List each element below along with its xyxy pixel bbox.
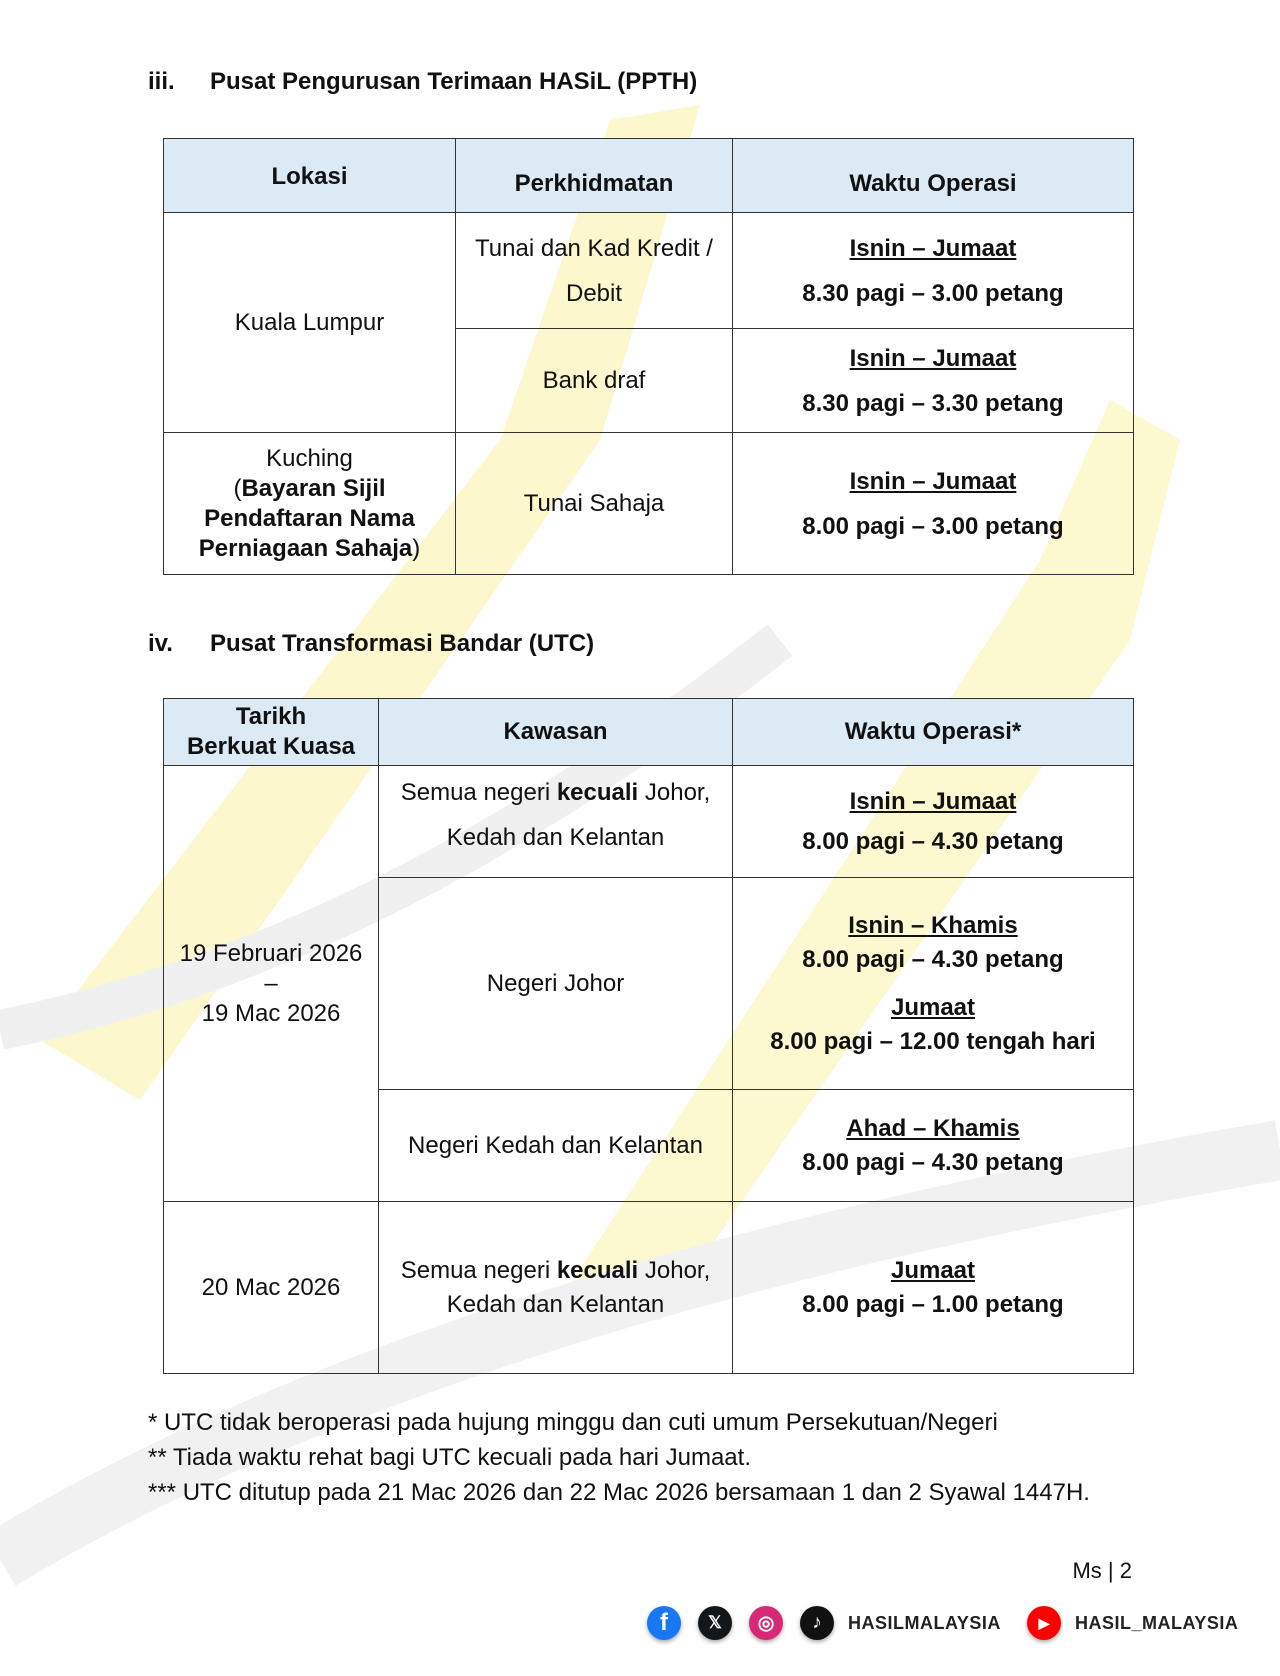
area-johor: Negeri Johor bbox=[379, 878, 733, 1090]
operating-time: 8.30 pagi – 3.30 petang bbox=[802, 389, 1064, 417]
operating-time: 8.00 pagi – 1.00 petang bbox=[802, 1290, 1064, 1318]
area-text: Johor, bbox=[638, 1256, 711, 1284]
area-text: Semua negeri bbox=[400, 1256, 557, 1284]
utc-row-1 bbox=[164, 766, 1134, 878]
header-waktu-operasi: Waktu Operasi* bbox=[733, 699, 1134, 766]
hours-cell bbox=[733, 766, 1134, 878]
operating-days: Jumaat bbox=[890, 993, 976, 1021]
date-period-1 bbox=[164, 766, 379, 1202]
hours-cell bbox=[733, 329, 1134, 433]
operating-days: Isnin – Khamis bbox=[848, 911, 1018, 939]
area-text: Johor, bbox=[638, 779, 711, 806]
header-tarikh-line-1: Tarikh bbox=[235, 703, 307, 730]
section-iv-title: Pusat Transformasi Bandar (UTC) bbox=[210, 630, 595, 657]
hours-cell bbox=[733, 878, 1134, 1090]
operating-days: Isnin – Jumaat bbox=[849, 234, 1017, 262]
operating-time: 8.30 pagi – 3.00 petang bbox=[802, 279, 1064, 307]
area-kedah-kelantan: Negeri Kedah dan Kelantan bbox=[379, 1090, 733, 1202]
operating-time: 8.00 pagi – 12.00 tengah hari bbox=[770, 1027, 1096, 1055]
service-line-2: Debit bbox=[565, 279, 623, 307]
operating-days: Isnin – Jumaat bbox=[849, 467, 1017, 495]
x-icon[interactable]: 𝕏 bbox=[698, 1606, 732, 1640]
operating-time: 8.00 pagi – 4.30 petang bbox=[802, 1148, 1064, 1176]
header-perkhidmatan: Perkhidmatan bbox=[456, 139, 733, 213]
ppth-row-kl-1 bbox=[164, 213, 1134, 329]
operating-time: 8.00 pagi – 3.00 petang bbox=[802, 512, 1064, 540]
service-tunai-sahaja: Tunai Sahaja bbox=[456, 433, 733, 575]
area-cell bbox=[379, 766, 733, 878]
operating-days: Isnin – Jumaat bbox=[849, 344, 1017, 372]
area-line-2: Kedah dan Kelantan bbox=[446, 824, 665, 851]
header-tarikh bbox=[164, 699, 379, 766]
ppth-row-kuching bbox=[164, 433, 1134, 575]
utc-row-period-2 bbox=[164, 1202, 1134, 1374]
operating-days: Isnin – Jumaat bbox=[849, 787, 1017, 815]
ppth-header-row bbox=[164, 139, 1134, 213]
social-handle-main[interactable]: HASILMALAYSIA bbox=[848, 1613, 1001, 1633]
hours-cell bbox=[733, 213, 1134, 329]
area-line-2: Kedah dan Kelantan bbox=[446, 1290, 665, 1318]
kuching-note-1: Bayaran Sijil bbox=[241, 474, 386, 502]
utc-table bbox=[163, 698, 1134, 1374]
footnote-1: * UTC tidak beroperasi pada hujung minggu dan cuti umum Persekutuan/Negeri bbox=[148, 1409, 998, 1436]
section-iv-number: iv. bbox=[148, 630, 173, 657]
hours-cell bbox=[733, 1090, 1134, 1202]
kuching-note-2: Pendaftaran Nama bbox=[204, 504, 415, 532]
header-lokasi: Lokasi bbox=[164, 139, 456, 213]
date-period-2: 20 Mac 2026 bbox=[164, 1202, 379, 1374]
section-iii-number: iii. bbox=[148, 68, 175, 95]
kuching-note-3: Perniagaan Sahaja bbox=[198, 534, 413, 562]
section-iii-heading bbox=[148, 68, 697, 96]
operating-days: Ahad – Khamis bbox=[846, 1114, 1020, 1142]
operating-time: 8.00 pagi – 4.30 petang bbox=[802, 827, 1064, 855]
tiktok-icon[interactable]: ♪ bbox=[800, 1606, 834, 1640]
section-iv-heading bbox=[148, 630, 594, 658]
location-kuala-lumpur: Kuala Lumpur bbox=[164, 213, 456, 433]
service-tunai-kad bbox=[456, 213, 733, 329]
operating-time: 8.00 pagi – 4.30 petang bbox=[802, 945, 1064, 973]
header-tarikh-line-2: Berkuat Kuasa bbox=[186, 733, 356, 760]
facebook-icon[interactable]: f bbox=[647, 1606, 681, 1640]
location-kuching: Kuching (Bayaran Sijil Pendaftaran Nama Perniagaan Sahaja) bbox=[164, 433, 456, 575]
instagram-icon[interactable]: ◎ bbox=[749, 1606, 783, 1640]
page-number: Ms | 2 bbox=[1072, 1558, 1132, 1583]
social-bar bbox=[0, 1606, 1280, 1652]
area-emphasis: kecuali bbox=[556, 779, 639, 806]
footnote-2: ** Tiada waktu rehat bagi UTC kecuali pada hari Jumaat. bbox=[148, 1444, 751, 1471]
date-separator: – bbox=[264, 969, 278, 997]
area-text: Semua negeri bbox=[400, 779, 557, 806]
date-end: 19 Mac 2026 bbox=[201, 999, 341, 1027]
footnotes bbox=[148, 1405, 1132, 1510]
header-waktu-operasi: Waktu Operasi bbox=[733, 139, 1134, 213]
ppth-table bbox=[163, 138, 1134, 575]
utc-header-row bbox=[164, 699, 1134, 766]
section-iii-title: Pusat Pengurusan Terimaan HASiL (PPTH) bbox=[210, 68, 698, 95]
footnote-3: *** UTC ditutup pada 21 Mac 2026 dan 22 Mac 2026 bersamaan 1 dan 2 Syawal 1447H. bbox=[148, 1479, 1090, 1506]
header-kawasan: Kawasan bbox=[379, 699, 733, 766]
operating-days: Jumaat bbox=[890, 1256, 976, 1284]
area-cell bbox=[379, 1202, 733, 1374]
area-emphasis: kecuali bbox=[556, 1256, 639, 1284]
hours-cell bbox=[733, 433, 1134, 575]
social-handle-youtube[interactable]: HASIL_MALAYSIA bbox=[1075, 1613, 1239, 1633]
service-line-1: Tunai dan Kad Kredit / bbox=[475, 234, 713, 262]
date-start: 19 Februari 2026 bbox=[179, 939, 363, 967]
kuching-name: Kuching bbox=[266, 444, 353, 472]
service-bank-draf: Bank draf bbox=[456, 329, 733, 433]
youtube-icon[interactable]: ▶ bbox=[1027, 1606, 1061, 1640]
hours-cell bbox=[733, 1202, 1134, 1374]
